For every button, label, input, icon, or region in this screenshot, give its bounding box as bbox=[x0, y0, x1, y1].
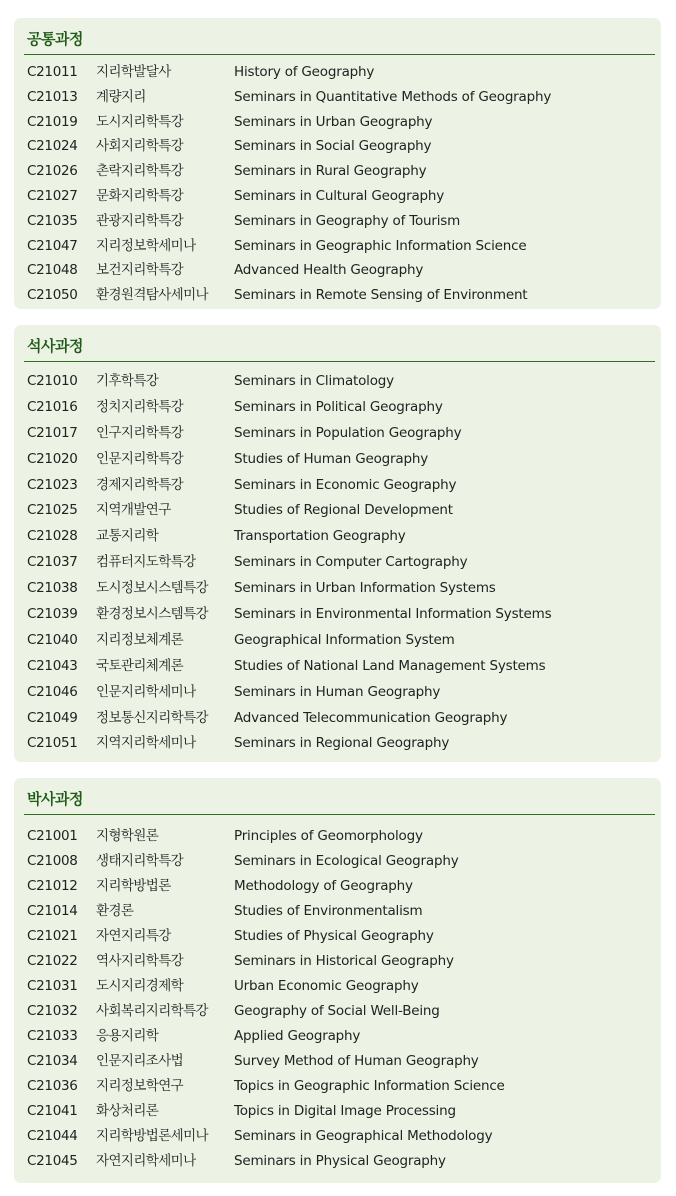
course-code: C21045 bbox=[27, 1153, 78, 1169]
course-name-korean: 지리정보체계론 bbox=[96, 631, 184, 648]
course-row bbox=[14, 974, 661, 999]
course-code: C21032 bbox=[27, 1003, 78, 1019]
course-code: C21046 bbox=[27, 683, 78, 700]
course-code: C21013 bbox=[27, 88, 78, 105]
course-name-korean: 문화지리학특강 bbox=[96, 187, 184, 204]
course-name-korean: 도시지리학특강 bbox=[96, 113, 184, 130]
course-name-korean: 화상처리론 bbox=[96, 1103, 159, 1119]
course-row bbox=[14, 159, 661, 184]
course-name-english: Advanced Telecommunication Geography bbox=[234, 709, 508, 726]
course-name-korean: 지리학방법론세미나 bbox=[96, 1128, 208, 1144]
course-name-korean: 지리학발달사 bbox=[96, 64, 171, 80]
course-name-english: Seminars in Geographical Methodology bbox=[234, 1128, 493, 1144]
course-code: C21040 bbox=[27, 631, 78, 648]
course-name-english: Seminars in Urban Geography bbox=[234, 113, 433, 130]
course-name-english: Seminars in Population Geography bbox=[234, 424, 462, 441]
course-name-english: Advanced Health Geography bbox=[234, 262, 424, 279]
course-name-english: Topics in Digital Image Processing bbox=[234, 1103, 456, 1119]
course-row bbox=[14, 395, 661, 421]
course-name-korean: 정보통신지리학특강 bbox=[96, 709, 208, 726]
course-name-korean: 지역개발연구 bbox=[96, 502, 171, 519]
course-row bbox=[14, 473, 661, 499]
course-code: C21016 bbox=[27, 398, 78, 415]
course-name-korean: 계량지리 bbox=[96, 88, 146, 105]
course-name-english: Seminars in Geography of Tourism bbox=[234, 212, 461, 229]
course-row bbox=[14, 731, 661, 757]
course-name-english: Seminars in Ecological Geography bbox=[234, 853, 459, 869]
course-row bbox=[14, 899, 661, 924]
course-name-english: Transportation Geography bbox=[234, 528, 406, 545]
course-code: C21010 bbox=[27, 373, 78, 389]
course-code: C21043 bbox=[27, 657, 78, 674]
course-name-korean: 지리정보학세미나 bbox=[96, 237, 196, 254]
course-row bbox=[14, 234, 661, 259]
course-code: C21012 bbox=[27, 878, 78, 894]
course-row bbox=[14, 680, 661, 706]
course-row bbox=[14, 824, 661, 849]
course-name-english: Seminars in Quantitative Methods of Geography bbox=[234, 88, 552, 105]
course-name-english: Survey Method of Human Geography bbox=[234, 1053, 479, 1069]
course-code: C21038 bbox=[27, 580, 78, 597]
course-row bbox=[14, 209, 661, 234]
course-name-korean: 도시지리경제학 bbox=[96, 978, 184, 994]
course-name-english: Principles of Geomorphology bbox=[234, 828, 423, 844]
section-common-courses bbox=[14, 18, 661, 309]
course-name-english: Methodology of Geography bbox=[234, 878, 413, 894]
course-name-korean: 인문지리학세미나 bbox=[96, 683, 196, 700]
course-name-korean: 경제지리학특강 bbox=[96, 476, 184, 493]
course-row bbox=[14, 1024, 661, 1049]
course-name-korean: 기후학특강 bbox=[96, 373, 159, 389]
course-name-korean: 국토관리체계론 bbox=[96, 657, 184, 674]
section-divider bbox=[24, 814, 655, 815]
course-code: C21031 bbox=[27, 978, 78, 994]
course-name-korean: 컴퓨터지도학특강 bbox=[96, 554, 196, 571]
course-name-korean: 도시정보시스템특강 bbox=[96, 580, 208, 597]
course-code: C21028 bbox=[27, 528, 78, 545]
course-code: C21023 bbox=[27, 476, 78, 493]
course-code: C21050 bbox=[27, 287, 78, 304]
course-name-english: Seminars in Computer Cartography bbox=[234, 554, 468, 571]
course-name-korean: 사회복리지리학특강 bbox=[96, 1003, 208, 1019]
course-name-korean: 촌락지리학특강 bbox=[96, 163, 184, 180]
course-name-korean: 인문지리조사법 bbox=[96, 1053, 184, 1069]
course-name-english: Seminars in Regional Geography bbox=[234, 735, 450, 752]
course-row bbox=[14, 706, 661, 732]
course-code: C21014 bbox=[27, 903, 78, 919]
course-code: C21021 bbox=[27, 928, 78, 944]
course-list bbox=[14, 60, 661, 308]
course-row bbox=[14, 628, 661, 654]
course-row bbox=[14, 85, 661, 110]
course-row bbox=[14, 184, 661, 209]
course-code: C21051 bbox=[27, 735, 78, 752]
section-master-courses bbox=[14, 325, 661, 762]
course-row bbox=[14, 924, 661, 949]
course-name-korean: 교통지리학 bbox=[96, 528, 159, 545]
course-name-korean: 지리학방법론 bbox=[96, 878, 171, 894]
course-name-english: Seminars in Rural Geography bbox=[234, 163, 427, 180]
course-name-korean: 환경원격탐사세미나 bbox=[96, 287, 208, 304]
course-code: C21024 bbox=[27, 138, 78, 155]
course-row bbox=[14, 110, 661, 135]
course-name-korean: 사회지리학특강 bbox=[96, 138, 184, 155]
course-list bbox=[14, 824, 661, 1174]
course-name-korean: 생태지리학특강 bbox=[96, 853, 184, 869]
course-row bbox=[14, 1099, 661, 1124]
course-row bbox=[14, 524, 661, 550]
course-row bbox=[14, 849, 661, 874]
course-code: C21017 bbox=[27, 424, 78, 441]
course-row bbox=[14, 949, 661, 974]
course-row bbox=[14, 602, 661, 628]
course-row bbox=[14, 1149, 661, 1174]
section-title: 석사과정 bbox=[27, 337, 83, 355]
course-name-english: Seminars in Social Geography bbox=[234, 138, 432, 155]
course-code: C21011 bbox=[27, 64, 78, 80]
course-name-english: Studies of National Land Management Systems bbox=[234, 657, 546, 674]
course-name-korean: 응용지리학 bbox=[96, 1028, 159, 1044]
course-name-korean: 환경론 bbox=[96, 903, 134, 919]
course-row bbox=[14, 999, 661, 1024]
course-code: C21044 bbox=[27, 1128, 78, 1144]
course-code: C21022 bbox=[27, 953, 78, 969]
course-name-english: Seminars in Environmental Information Systems bbox=[234, 606, 552, 623]
course-code: C21035 bbox=[27, 212, 78, 229]
course-name-korean: 지형학원론 bbox=[96, 828, 159, 844]
course-name-korean: 환경정보시스템특강 bbox=[96, 606, 208, 623]
course-code: C21020 bbox=[27, 450, 78, 467]
course-row bbox=[14, 874, 661, 899]
course-code: C21025 bbox=[27, 502, 78, 519]
course-name-english: Studies of Regional Development bbox=[234, 502, 453, 519]
course-name-english: Studies of Human Geography bbox=[234, 450, 428, 467]
course-name-english: Urban Economic Geography bbox=[234, 978, 419, 994]
course-name-korean: 인구지리학특강 bbox=[96, 424, 184, 441]
course-name-english: Seminars in Cultural Geography bbox=[234, 187, 445, 204]
course-list bbox=[14, 369, 661, 757]
course-name-english: Seminars in Remote Sensing of Environment bbox=[234, 287, 528, 304]
course-code: C21036 bbox=[27, 1078, 78, 1094]
course-row bbox=[14, 369, 661, 395]
course-name-korean: 자연지리학세미나 bbox=[96, 1153, 196, 1169]
course-name-korean: 인문지리학특강 bbox=[96, 450, 184, 467]
course-name-english: Seminars in Geographic Information Science bbox=[234, 237, 527, 254]
section-title: 공통과정 bbox=[27, 30, 83, 48]
course-name-english: Geographical Information System bbox=[234, 631, 455, 648]
course-name-english: Studies of Physical Geography bbox=[234, 928, 434, 944]
course-name-english: Seminars in Political Geography bbox=[234, 398, 443, 415]
course-name-english: Seminars in Human Geography bbox=[234, 683, 441, 700]
course-name-korean: 보건지리학특강 bbox=[96, 262, 184, 279]
course-name-english: Seminars in Urban Information Systems bbox=[234, 580, 496, 597]
section-divider bbox=[24, 361, 655, 362]
course-code: C21049 bbox=[27, 709, 78, 726]
section-divider bbox=[24, 54, 655, 55]
course-code: C21027 bbox=[27, 187, 78, 204]
course-code: C21039 bbox=[27, 606, 78, 623]
course-name-english: Studies of Environmentalism bbox=[234, 903, 423, 919]
course-row bbox=[14, 258, 661, 283]
course-code: C21033 bbox=[27, 1028, 78, 1044]
course-code: C21047 bbox=[27, 237, 78, 254]
course-name-korean: 정치지리학특강 bbox=[96, 398, 184, 415]
course-row bbox=[14, 421, 661, 447]
course-name-korean: 지리정보학연구 bbox=[96, 1078, 184, 1094]
course-name-korean: 자연지리특강 bbox=[96, 928, 171, 944]
section-doctoral-courses bbox=[14, 778, 661, 1183]
course-code: C21037 bbox=[27, 554, 78, 571]
course-code: C21041 bbox=[27, 1103, 78, 1119]
course-name-korean: 관광지리학특강 bbox=[96, 212, 184, 229]
course-name-english: Applied Geography bbox=[234, 1028, 361, 1044]
course-name-english: Seminars in Economic Geography bbox=[234, 476, 457, 493]
course-name-english: History of Geography bbox=[234, 64, 375, 80]
course-row bbox=[14, 576, 661, 602]
course-name-english: Topics in Geographic Information Science bbox=[234, 1078, 505, 1094]
course-row bbox=[14, 60, 661, 85]
course-row bbox=[14, 550, 661, 576]
course-row bbox=[14, 654, 661, 680]
course-row bbox=[14, 134, 661, 159]
course-row bbox=[14, 1049, 661, 1074]
section-title: 박사과정 bbox=[27, 790, 83, 808]
course-code: C21001 bbox=[27, 828, 78, 844]
course-row bbox=[14, 498, 661, 524]
course-name-korean: 지역지리학세미나 bbox=[96, 735, 196, 752]
course-code: C21026 bbox=[27, 163, 78, 180]
course-code: C21034 bbox=[27, 1053, 78, 1069]
course-name-english: Seminars in Climatology bbox=[234, 373, 394, 389]
course-name-english: Geography of Social Well-Being bbox=[234, 1003, 440, 1019]
course-row bbox=[14, 283, 661, 308]
course-name-english: Seminars in Physical Geography bbox=[234, 1153, 446, 1169]
course-name-korean: 역사지리학특강 bbox=[96, 953, 184, 969]
course-code: C21008 bbox=[27, 853, 78, 869]
course-row bbox=[14, 447, 661, 473]
course-name-english: Seminars in Historical Geography bbox=[234, 953, 454, 969]
course-row bbox=[14, 1124, 661, 1149]
course-code: C21019 bbox=[27, 113, 78, 130]
course-row bbox=[14, 1074, 661, 1099]
course-code: C21048 bbox=[27, 262, 78, 279]
